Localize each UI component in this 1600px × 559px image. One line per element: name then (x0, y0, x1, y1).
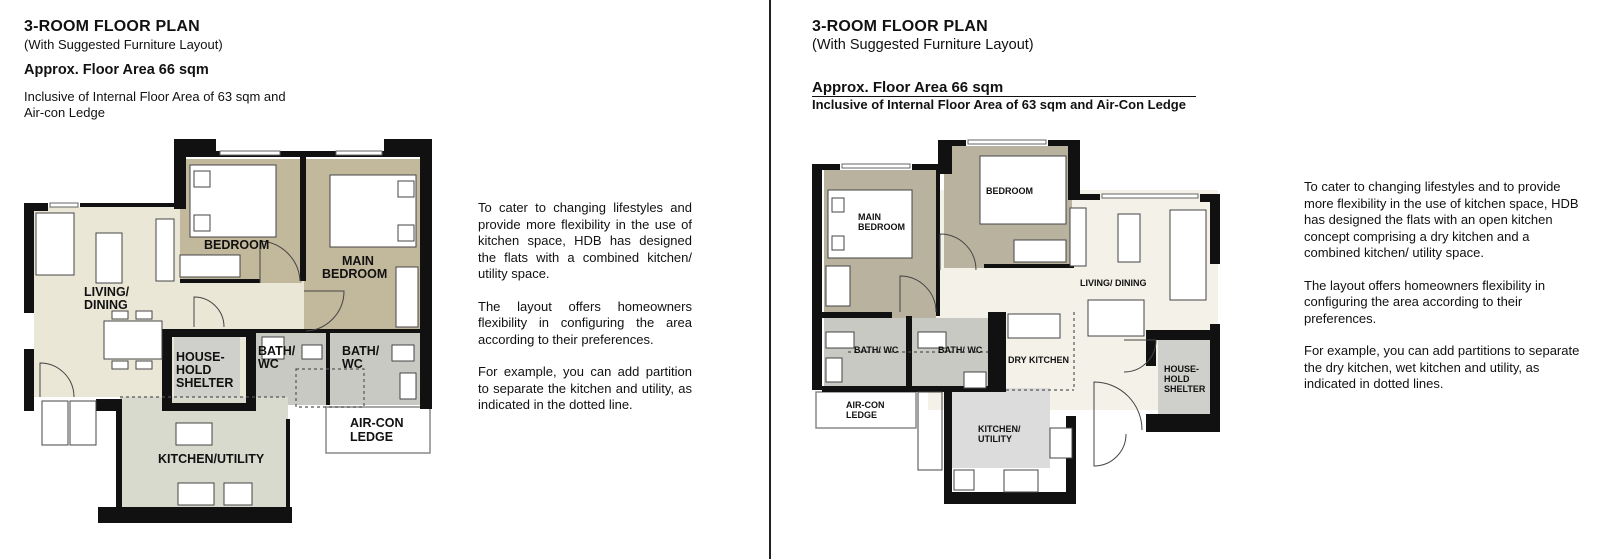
room-label-shelter-1: HOUSE- (176, 350, 225, 364)
room-label-bath-1-right: BATH/ WC (854, 345, 899, 355)
room-label-main-bedroom-2: BEDROOM (322, 267, 388, 281)
coffee-table (96, 233, 122, 283)
cooker (176, 423, 212, 445)
main-bedroom-wardrobe-right (826, 266, 850, 306)
room-label-shelter-2: HOLD (176, 363, 212, 377)
page-title: 3-ROOM FLOOR PLAN (24, 18, 200, 35)
sofa-right (1170, 210, 1206, 300)
floor-plan-panel-left (0, 0, 770, 559)
washer (224, 483, 252, 505)
room-label-shelter-right-1: HOUSE- (1164, 364, 1200, 374)
description (478, 200, 692, 430)
room-label-main-bedroom-right-1: MAIN (858, 212, 881, 222)
bedroom-wardrobe (180, 255, 240, 277)
room-label-kitchen-right-1: KITCHEN/ (978, 424, 1021, 434)
dry-kitchen-counter-right (1008, 314, 1060, 338)
room-label-living-2: DINING (84, 298, 128, 312)
room-label-aircon-2: LEDGE (350, 430, 394, 444)
bedroom-wardrobe-right (1014, 240, 1066, 262)
room-label-bath-2b: WC (342, 357, 363, 371)
tv-console (156, 219, 174, 281)
sink-right (1004, 470, 1038, 492)
room-label-aircon-right-1: AIR-CON (846, 400, 885, 410)
basin-1-right (826, 358, 842, 382)
page-subtitle: (With Suggested Furniture Layout) (24, 37, 223, 52)
room-label-bath-1b: WC (258, 357, 279, 371)
coffee-table-right (1118, 214, 1140, 262)
room-label-living-1: LIVING/ (84, 285, 130, 299)
washer-right (954, 470, 974, 490)
dining-table-right (1088, 300, 1144, 336)
room-label-dry-kitchen-right: DRY KITCHEN (1008, 355, 1070, 365)
dining-table (104, 321, 162, 359)
room-label-shelter-3: SHELTER (176, 376, 234, 390)
room-label-shelter-right-3: SHELTER (1164, 384, 1206, 394)
toilet-1-right (826, 332, 854, 348)
inclusive-line-1: Inclusive of Internal Floor Area of 63 sqm and (24, 89, 286, 104)
room-label-bedroom-right: BEDROOM (986, 186, 1033, 196)
basin-2 (392, 345, 414, 361)
room-label-bath-1a: BATH/ (258, 344, 296, 358)
cooker-right (1050, 428, 1072, 458)
floor-area-right: Approx. Floor Area 66 sqm (812, 79, 1004, 96)
floor-plan-diagram-right (808, 136, 1238, 516)
main-bedroom-wardrobe (396, 267, 418, 327)
description-right-para-2: The layout offers homeowners flexibility in configuring the area according to their preferences. (1304, 277, 1546, 326)
inclusive-note-right: Inclusive of Internal Floor Area of 63 sqm and Air-Con Ledge (812, 97, 1186, 112)
panel-divider (769, 0, 771, 559)
room-label-kitchen-right-2: UTILITY (978, 434, 1012, 444)
tv-console-right (1070, 208, 1086, 266)
room-label-main-bedroom-right-2: BEDROOM (858, 222, 905, 232)
room-label-kitchen: KITCHEN/UTILITY (158, 452, 265, 466)
description-right-para-1: To cater to changing lifestyles and to provide more flexibility in the use of kitchen space, HDB has designed the flats with an open kitchen concept comprising a dry kitchen and a combined kitchen/ utility space. (1304, 179, 1579, 260)
description-right-para-3: For example, you can add partitions to separate the dry kitchen, wet kitchen and utility, as indicated in dotted lines. (1304, 343, 1580, 391)
basin-1 (302, 345, 322, 359)
page-subtitle-right: (With Suggested Furniture Layout) (812, 37, 1034, 53)
floor-plan-diagram (20, 135, 460, 535)
description-para-3: For example, you can add partition to separate the kitchen and utility, as indicated in the dotted line. (478, 364, 692, 412)
room-label-living-right: LIVING/ DINING (1080, 278, 1147, 288)
sofa (36, 213, 74, 275)
floor-area: Approx. Floor Area 66 sqm (24, 62, 209, 78)
room-label-bath-2a: BATH/ (342, 344, 380, 358)
room-label-aircon-1: AIR-CON (350, 416, 404, 430)
basin-2-right (964, 372, 986, 388)
page-title-right: 3-ROOM FLOOR PLAN (812, 18, 988, 35)
room-label-bath-2-right: BATH/ WC (938, 345, 983, 355)
floor-plan-panel-right (772, 0, 1600, 559)
description-para-2: The layout offers homeowners flexibility in configuring the area according to their preferences. (478, 298, 692, 347)
inclusive-line-2: Air-con Ledge (24, 105, 105, 120)
room-label-bedroom: BEDROOM (204, 238, 270, 252)
room-label-main-bedroom-1: MAIN (342, 254, 374, 268)
sink (178, 483, 214, 505)
inclusive-note (24, 89, 286, 121)
description-para-1: To cater to changing lifestyles and provide more flexibility in the use of kitchen space, HDB has designed the flats with a combined kitchen/ utility space. (478, 200, 692, 281)
toilet-2 (400, 373, 416, 399)
room-label-aircon-right-2: LEDGE (846, 410, 878, 420)
description-right (1304, 179, 1580, 409)
room-label-shelter-right-2: HOLD (1164, 374, 1190, 384)
